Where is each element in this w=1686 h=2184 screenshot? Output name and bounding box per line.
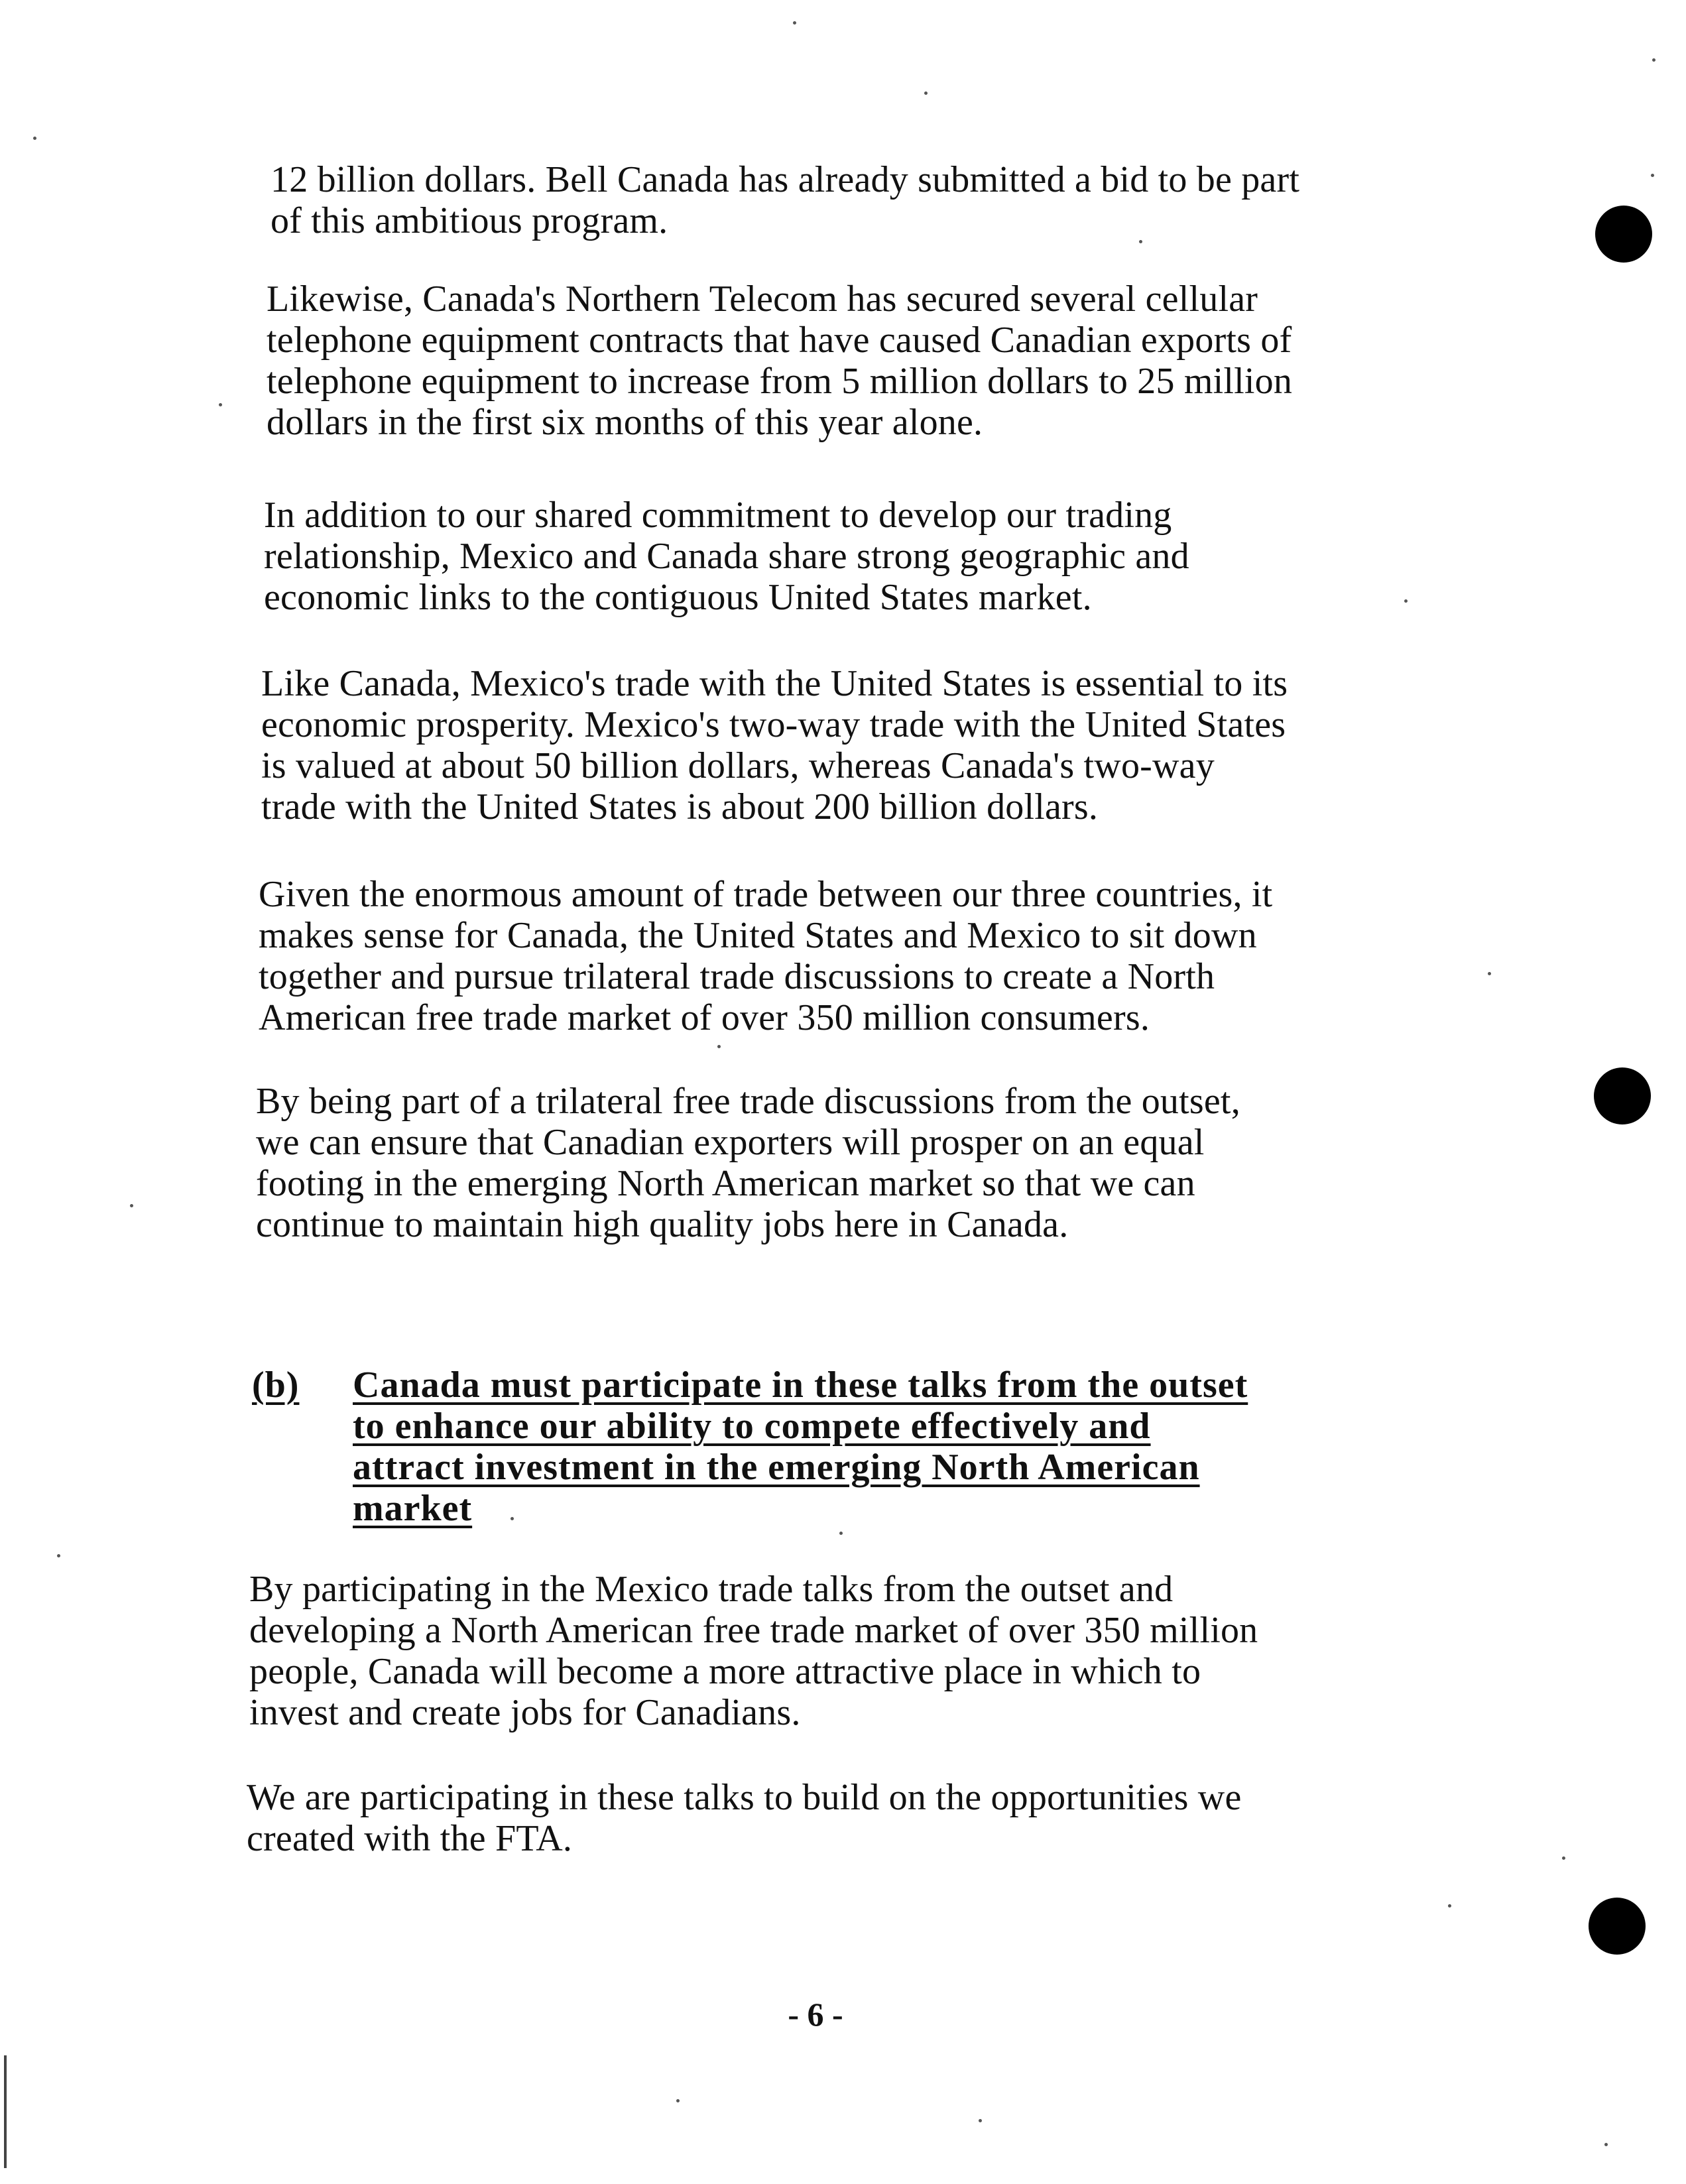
scan-speck — [1404, 599, 1408, 603]
paragraph-5-line-3: together and pursue trilateral trade discussions to create a North — [259, 956, 1215, 997]
paragraph-3 — [264, 495, 1189, 618]
scan-speck — [1604, 2143, 1608, 2146]
paragraph-7 — [249, 1569, 1258, 1733]
section-heading-marker: (b) — [252, 1365, 300, 1406]
paragraph-7-line-4: invest and create jobs for Canadians. — [249, 1692, 801, 1733]
paragraph-1-line-1: 12 billion dollars. Bell Canada has already submitted a bid to be part — [271, 159, 1300, 200]
paragraph-6-line-2: we can ensure that Canadian exporters will prosper on an equal — [256, 1122, 1205, 1163]
paragraph-7-line-2: developing a North American free trade market of over 350 million — [249, 1610, 1258, 1651]
punch-hole-top — [1595, 206, 1652, 263]
scan-speck — [839, 1532, 843, 1535]
paragraph-5-line-1: Given the enormous amount of trade between our three countries, it — [259, 874, 1273, 915]
scan-edge-mark — [4, 2055, 7, 2168]
paragraph-4-line-1: Like Canada, Mexico's trade with the United States is essential to its — [261, 663, 1288, 704]
scan-speck — [1562, 1856, 1565, 1860]
page-number: - 6 - — [788, 1996, 843, 2033]
paragraph-8-line-2: created with the FTA. — [247, 1818, 573, 1859]
paragraph-4 — [261, 663, 1288, 827]
scan-speck — [219, 403, 222, 406]
paragraph-4-line-2: economic prosperity. Mexico's two-way trade with the United States — [261, 704, 1286, 745]
scan-speck — [1652, 58, 1656, 62]
paragraph-5-line-2: makes sense for Canada, the United States and Mexico to sit down — [259, 915, 1257, 956]
paragraph-3-line-1: In addition to our shared commitment to develop our trading — [264, 495, 1172, 536]
punch-hole-bottom — [1589, 1898, 1646, 1955]
paragraph-8 — [247, 1777, 1242, 1859]
paragraph-5-line-4: American free trade market of over 350 million consumers. — [259, 997, 1150, 1038]
paragraph-4-line-3: is valued at about 50 billion dollars, whereas Canada's two-way — [261, 745, 1215, 786]
paragraph-2-line-4: dollars in the first six months of this year alone. — [267, 402, 983, 443]
paragraph-2 — [267, 278, 1292, 443]
paragraph-3-line-3: economic links to the contiguous United States market. — [264, 577, 1092, 618]
punch-hole-middle — [1594, 1067, 1651, 1124]
scan-speck — [1651, 174, 1654, 177]
paragraph-5 — [259, 874, 1272, 1038]
scan-speck — [33, 137, 36, 140]
paragraph-2-line-1: Likewise, Canada's Northern Telecom has secured several cellular — [267, 278, 1258, 320]
section-heading — [252, 1365, 1366, 1537]
scan-speck — [511, 1517, 514, 1520]
paragraph-2-line-2: telephone equipment contracts that have caused Canadian exports of — [267, 320, 1292, 361]
paragraph-6-line-1: By being part of a trilateral free trade discussions from the outset, — [256, 1081, 1240, 1122]
scan-speck — [1488, 972, 1491, 975]
paragraph-8-line-1: We are participating in these talks to build on the opportunities we — [247, 1777, 1242, 1818]
section-heading-line-2: to enhance our ability to compete effectively and — [353, 1406, 1151, 1447]
paragraph-6 — [256, 1081, 1240, 1245]
scan-speck — [717, 1045, 721, 1048]
scan-speck — [924, 91, 928, 95]
section-heading-line-4: market — [353, 1488, 473, 1529]
scan-speck — [1139, 240, 1142, 243]
paragraph-2-line-3: telephone equipment to increase from 5 million dollars to 25 million — [267, 361, 1293, 402]
scan-speck — [130, 1204, 133, 1207]
paragraph-7-line-1: By participating in the Mexico trade talks from the outset and — [249, 1569, 1174, 1610]
scan-speck — [1448, 1904, 1451, 1908]
scan-speck — [57, 1554, 60, 1557]
section-heading-line-3: attract investment in the emerging North American — [353, 1447, 1200, 1488]
paragraph-4-line-4: trade with the United States is about 200 billion dollars. — [261, 786, 1099, 827]
scan-speck — [793, 21, 796, 25]
paragraph-6-line-3: footing in the emerging North American market so that we can — [256, 1163, 1195, 1204]
section-heading-line-1: Canada must participate in these talks from the outset — [353, 1365, 1248, 1406]
scan-speck — [979, 2119, 982, 2122]
paragraph-7-line-3: people, Canada will become a more attractive place in which to — [249, 1651, 1201, 1692]
paragraph-6-line-4: continue to maintain high quality jobs here in Canada. — [256, 1204, 1069, 1245]
scan-speck — [676, 2099, 680, 2102]
paragraph-1-line-2: of this ambitious program. — [271, 200, 668, 241]
paragraph-1 — [271, 159, 1299, 241]
paragraph-3-line-2: relationship, Mexico and Canada share strong geographic and — [264, 536, 1189, 577]
